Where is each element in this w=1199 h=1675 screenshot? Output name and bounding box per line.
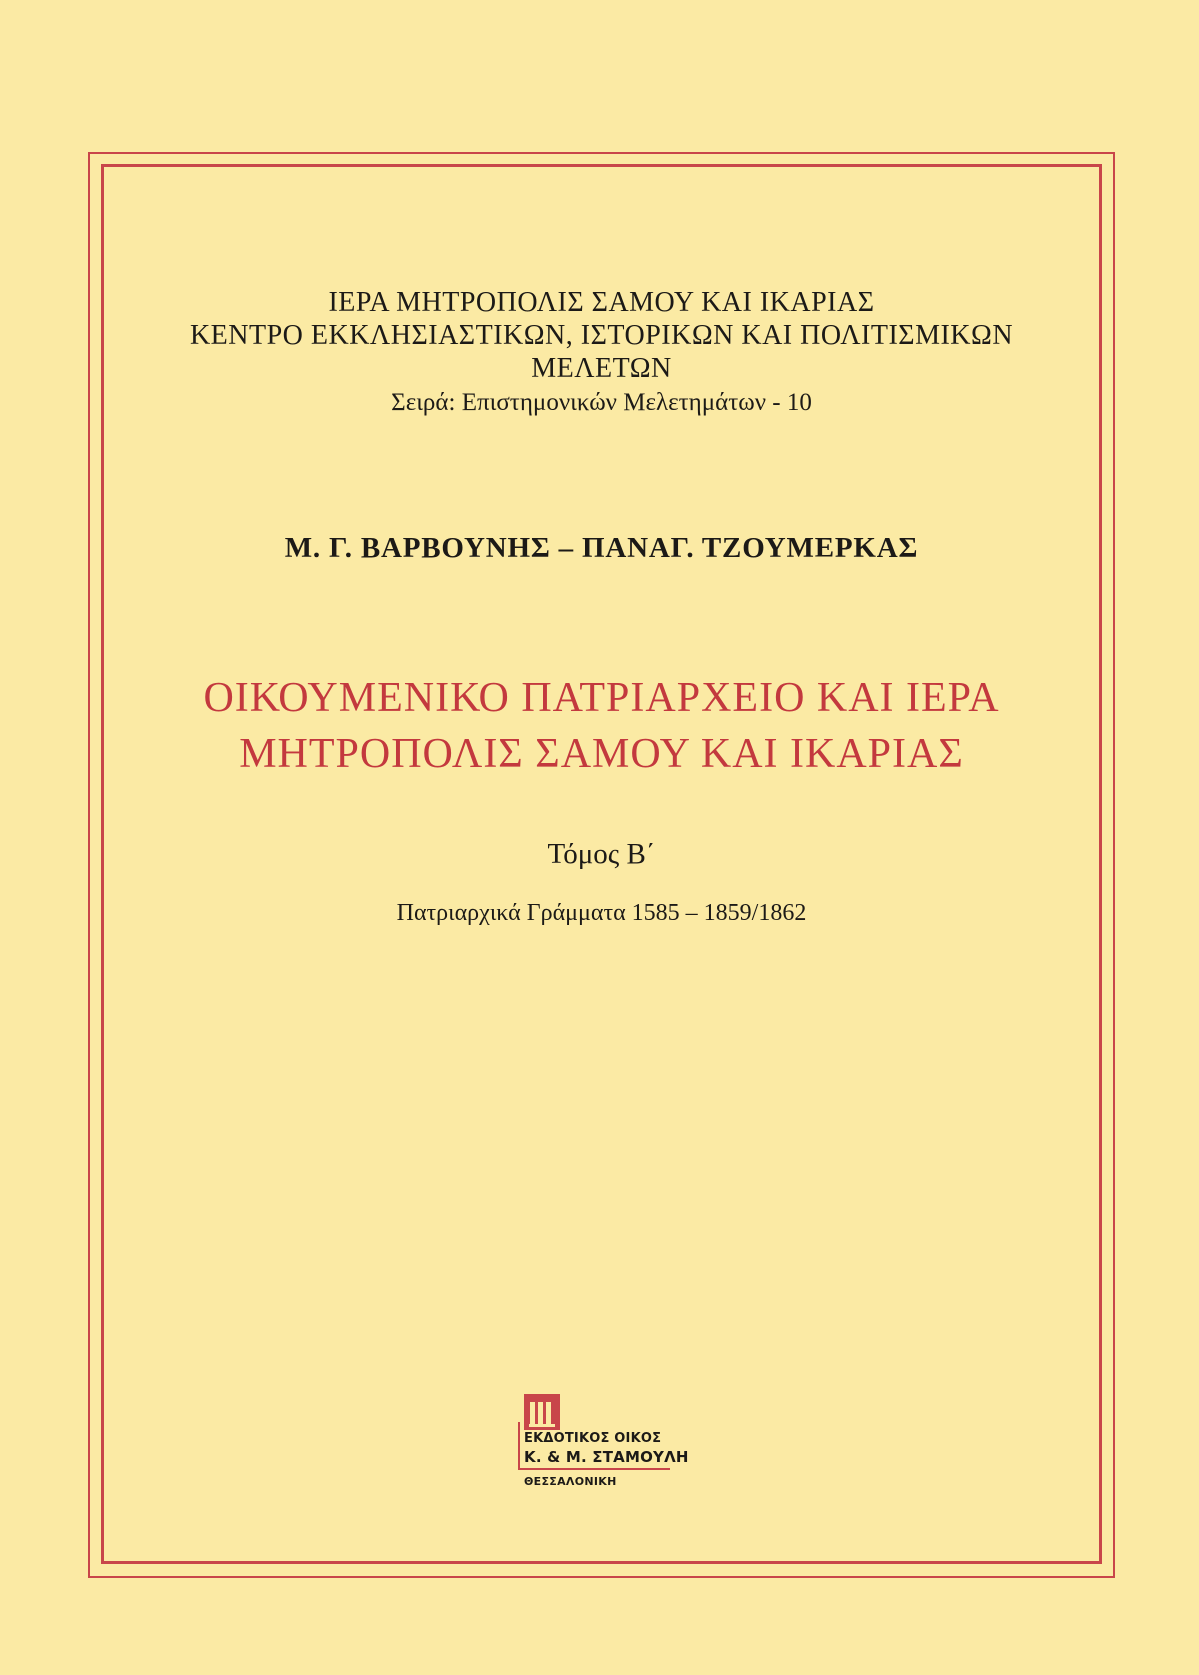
publisher-imprint: [516, 1394, 689, 1504]
imprint-rule-horizontal: [518, 1468, 670, 1470]
title-line-1: ΟΙΚΟΥΜΕΝΙΚΟ ΠΑΤΡΙΑΡΧΕΙΟ ΚΑΙ ΙΕΡΑ: [203, 675, 1000, 721]
title-line-2: ΜΗΤΡΟΠΟΛΙΣ ΣΑΜΟΥ ΚΑΙ ΙΚΑΡΙΑΣ: [239, 731, 964, 777]
subtitle: Πατριαρχικά Γράμματα 1585 – 1859/1862: [396, 900, 807, 926]
publisher-name-line-2: Κ. & Μ. ΣΤΑΜΟΥΛΗ: [524, 1448, 689, 1466]
series-line: Σειρά: Επιστημονικών Μελετημάτων - 10: [391, 389, 812, 416]
authors: Μ. Γ. ΒΑΡΒΟΥΝΗΣ – ΠΑΝΑΓ. ΤΖΟΥΜΕΡΚΑΣ: [284, 532, 919, 564]
publisher-name-line-1: ΕΚΔΟΤΙΚΟΣ ΟΙΚΟΣ: [524, 1431, 662, 1446]
header-line-3: ΜΕΛΕΤΩΝ: [531, 353, 672, 384]
bookshelf-logo-icon: [524, 1394, 560, 1430]
imprint-rule-vertical: [518, 1422, 520, 1470]
header-line-1: ΙΕΡΑ ΜΗΤΡΟΠΟΛΙΣ ΣΑΜΟΥ ΚΑΙ ΙΚΑΡΙΑΣ: [328, 287, 875, 318]
publisher-city: ΘΕΣΣΑΛΟΝΙΚΗ: [524, 1475, 617, 1488]
book-title: [101, 670, 1102, 782]
institution-header: [101, 286, 1102, 421]
volume-label: Τόμος Β΄: [547, 838, 656, 870]
header-line-2: ΚΕΝΤΡΟ ΕΚΚΛΗΣΙΑΣΤΙΚΩΝ, ΙΣΤΟΡΙΚΩΝ ΚΑΙ ΠΟΛΙΤΙΣΜΙΚΩΝ: [189, 320, 1014, 351]
